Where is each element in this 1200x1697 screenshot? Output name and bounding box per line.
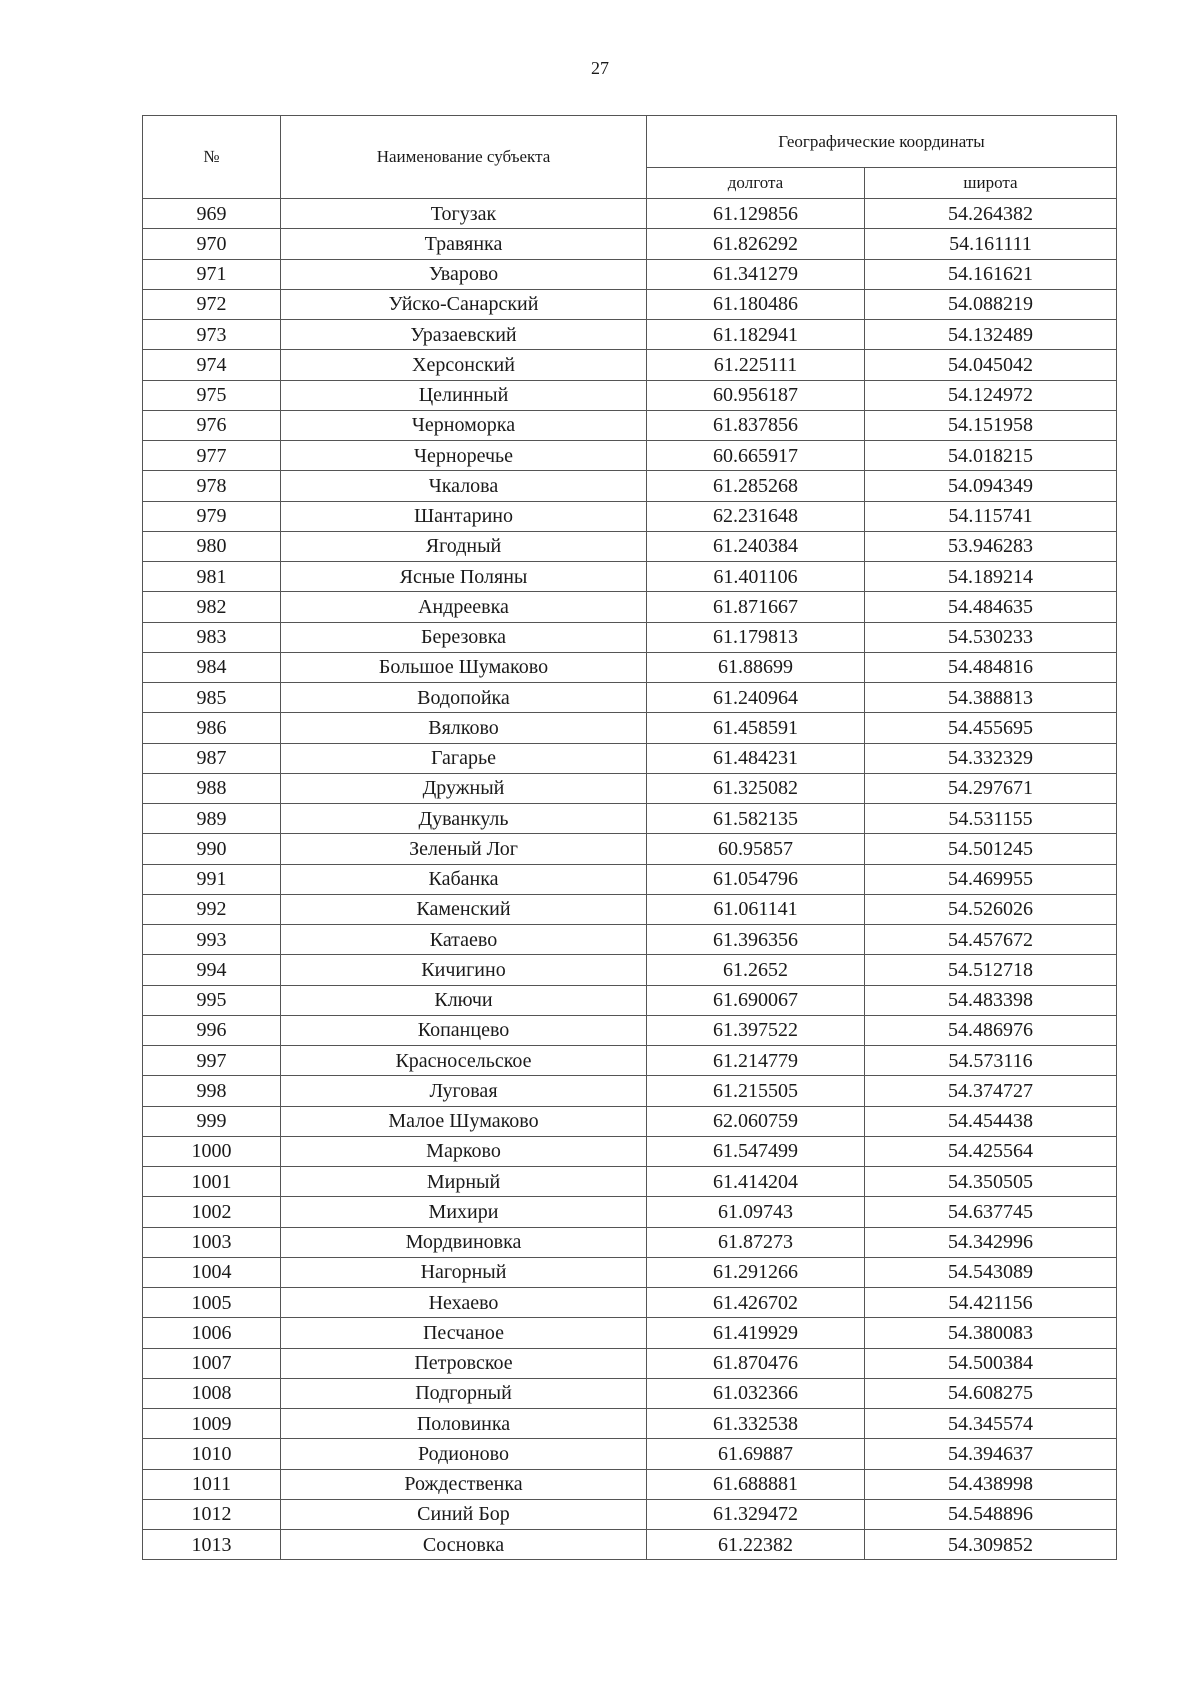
cell-latitude: 53.946283 bbox=[865, 531, 1117, 561]
cell-longitude: 61.397522 bbox=[647, 1015, 865, 1045]
cell-latitude: 54.421156 bbox=[865, 1288, 1117, 1318]
cell-latitude: 54.438998 bbox=[865, 1469, 1117, 1499]
cell-longitude: 61.87273 bbox=[647, 1227, 865, 1257]
cell-subject-name: Малое Шумаково bbox=[281, 1106, 647, 1136]
cell-latitude: 54.380083 bbox=[865, 1318, 1117, 1348]
table-row bbox=[143, 925, 1117, 955]
cell-subject-name: Подгорный bbox=[281, 1378, 647, 1408]
cell-number: 992 bbox=[143, 894, 281, 924]
cell-number: 980 bbox=[143, 531, 281, 561]
cell-number: 996 bbox=[143, 1015, 281, 1045]
table-row bbox=[143, 1106, 1117, 1136]
cell-longitude: 61.325082 bbox=[647, 773, 865, 803]
cell-latitude: 54.455695 bbox=[865, 713, 1117, 743]
table-row bbox=[143, 834, 1117, 864]
table-row bbox=[143, 289, 1117, 319]
cell-latitude: 54.531155 bbox=[865, 804, 1117, 834]
cell-longitude: 61.329472 bbox=[647, 1499, 865, 1529]
table-row bbox=[143, 1257, 1117, 1287]
cell-number: 991 bbox=[143, 864, 281, 894]
cell-longitude: 61.414204 bbox=[647, 1167, 865, 1197]
cell-longitude: 61.426702 bbox=[647, 1288, 865, 1318]
cell-subject-name: Уйско-Санарский bbox=[281, 289, 647, 319]
cell-subject-name: Михири bbox=[281, 1197, 647, 1227]
cell-latitude: 54.484635 bbox=[865, 592, 1117, 622]
table-body bbox=[143, 199, 1117, 1560]
cell-number: 1001 bbox=[143, 1167, 281, 1197]
cell-number: 972 bbox=[143, 289, 281, 319]
cell-subject-name: Тогузак bbox=[281, 199, 647, 229]
table-row bbox=[143, 804, 1117, 834]
table-row bbox=[143, 683, 1117, 713]
table-row bbox=[143, 652, 1117, 682]
cell-number: 973 bbox=[143, 320, 281, 350]
table-row bbox=[143, 713, 1117, 743]
cell-number: 1013 bbox=[143, 1530, 281, 1560]
table-row bbox=[143, 380, 1117, 410]
cell-longitude: 60.665917 bbox=[647, 441, 865, 471]
table-row bbox=[143, 1015, 1117, 1045]
cell-number: 979 bbox=[143, 501, 281, 531]
table-row bbox=[143, 531, 1117, 561]
table-row bbox=[143, 229, 1117, 259]
table-row bbox=[143, 985, 1117, 1015]
cell-longitude: 61.285268 bbox=[647, 471, 865, 501]
cell-subject-name: Дружный bbox=[281, 773, 647, 803]
cell-subject-name: Каменский bbox=[281, 894, 647, 924]
cell-latitude: 54.189214 bbox=[865, 562, 1117, 592]
cell-number: 990 bbox=[143, 834, 281, 864]
cell-number: 974 bbox=[143, 350, 281, 380]
cell-longitude: 61.180486 bbox=[647, 289, 865, 319]
table-row bbox=[143, 955, 1117, 985]
cell-longitude: 61.341279 bbox=[647, 259, 865, 289]
cell-number: 985 bbox=[143, 683, 281, 713]
table-row bbox=[143, 501, 1117, 531]
table-row bbox=[143, 1378, 1117, 1408]
cell-subject-name: Нехаево bbox=[281, 1288, 647, 1318]
table-row bbox=[143, 471, 1117, 501]
coordinates-table bbox=[142, 115, 1117, 1560]
cell-latitude: 54.483398 bbox=[865, 985, 1117, 1015]
table-row bbox=[143, 1530, 1117, 1560]
cell-subject-name: Катаево bbox=[281, 925, 647, 955]
cell-latitude: 54.309852 bbox=[865, 1530, 1117, 1560]
cell-longitude: 61.182941 bbox=[647, 320, 865, 350]
table-row bbox=[143, 320, 1117, 350]
table-row bbox=[143, 1439, 1117, 1469]
cell-subject-name: Половинка bbox=[281, 1409, 647, 1439]
cell-longitude: 61.582135 bbox=[647, 804, 865, 834]
table-row bbox=[143, 350, 1117, 380]
table-row bbox=[143, 773, 1117, 803]
cell-subject-name: Андреевка bbox=[281, 592, 647, 622]
cell-number: 970 bbox=[143, 229, 281, 259]
cell-latitude: 54.394637 bbox=[865, 1439, 1117, 1469]
cell-number: 1000 bbox=[143, 1136, 281, 1166]
cell-subject-name: Луговая bbox=[281, 1076, 647, 1106]
table-row bbox=[143, 562, 1117, 592]
cell-longitude: 61.458591 bbox=[647, 713, 865, 743]
header-subject-name: Наименование субъекта bbox=[281, 116, 647, 199]
table-row bbox=[143, 894, 1117, 924]
cell-number: 981 bbox=[143, 562, 281, 592]
cell-number: 1009 bbox=[143, 1409, 281, 1439]
cell-latitude: 54.457672 bbox=[865, 925, 1117, 955]
cell-latitude: 54.543089 bbox=[865, 1257, 1117, 1287]
cell-subject-name: Березовка bbox=[281, 622, 647, 652]
table-row bbox=[143, 199, 1117, 229]
cell-subject-name: Дуванкуль bbox=[281, 804, 647, 834]
cell-subject-name: Водопойка bbox=[281, 683, 647, 713]
cell-subject-name: Черноморка bbox=[281, 410, 647, 440]
cell-subject-name: Травянка bbox=[281, 229, 647, 259]
cell-latitude: 54.132489 bbox=[865, 320, 1117, 350]
cell-subject-name: Синий Бор bbox=[281, 1499, 647, 1529]
cell-number: 987 bbox=[143, 743, 281, 773]
cell-number: 982 bbox=[143, 592, 281, 622]
table-row bbox=[143, 1227, 1117, 1257]
cell-latitude: 54.573116 bbox=[865, 1046, 1117, 1076]
cell-subject-name: Целинный bbox=[281, 380, 647, 410]
cell-number: 999 bbox=[143, 1106, 281, 1136]
table-row bbox=[143, 1046, 1117, 1076]
cell-latitude: 54.526026 bbox=[865, 894, 1117, 924]
cell-longitude: 61.054796 bbox=[647, 864, 865, 894]
table-row bbox=[143, 1197, 1117, 1227]
cell-subject-name: Петровское bbox=[281, 1348, 647, 1378]
cell-latitude: 54.530233 bbox=[865, 622, 1117, 652]
header-number: № bbox=[143, 116, 281, 199]
cell-subject-name: Зеленый Лог bbox=[281, 834, 647, 864]
cell-latitude: 54.486976 bbox=[865, 1015, 1117, 1045]
cell-subject-name: Сосновка bbox=[281, 1530, 647, 1560]
header-latitude: широта bbox=[865, 168, 1117, 199]
table-header bbox=[143, 116, 1117, 199]
cell-latitude: 54.425564 bbox=[865, 1136, 1117, 1166]
cell-number: 977 bbox=[143, 441, 281, 471]
cell-latitude: 54.484816 bbox=[865, 652, 1117, 682]
cell-number: 986 bbox=[143, 713, 281, 743]
cell-latitude: 54.115741 bbox=[865, 501, 1117, 531]
cell-number: 1011 bbox=[143, 1469, 281, 1499]
table-row bbox=[143, 1348, 1117, 1378]
cell-latitude: 54.297671 bbox=[865, 773, 1117, 803]
cell-longitude: 61.69887 bbox=[647, 1439, 865, 1469]
cell-longitude: 61.215505 bbox=[647, 1076, 865, 1106]
cell-subject-name: Чкалова bbox=[281, 471, 647, 501]
cell-longitude: 61.484231 bbox=[647, 743, 865, 773]
cell-number: 1006 bbox=[143, 1318, 281, 1348]
cell-longitude: 61.870476 bbox=[647, 1348, 865, 1378]
cell-longitude: 61.22382 bbox=[647, 1530, 865, 1560]
cell-latitude: 54.454438 bbox=[865, 1106, 1117, 1136]
cell-number: 969 bbox=[143, 199, 281, 229]
cell-latitude: 54.608275 bbox=[865, 1378, 1117, 1408]
cell-subject-name: Кичигино bbox=[281, 955, 647, 985]
cell-latitude: 54.088219 bbox=[865, 289, 1117, 319]
cell-number: 988 bbox=[143, 773, 281, 803]
cell-subject-name: Мордвиновка bbox=[281, 1227, 647, 1257]
cell-longitude: 61.032366 bbox=[647, 1378, 865, 1408]
table-row bbox=[143, 259, 1117, 289]
table-row bbox=[143, 1318, 1117, 1348]
cell-latitude: 54.350505 bbox=[865, 1167, 1117, 1197]
cell-longitude: 61.179813 bbox=[647, 622, 865, 652]
cell-latitude: 54.374727 bbox=[865, 1076, 1117, 1106]
cell-longitude: 61.88699 bbox=[647, 652, 865, 682]
cell-longitude: 61.419929 bbox=[647, 1318, 865, 1348]
cell-latitude: 54.161621 bbox=[865, 259, 1117, 289]
cell-subject-name: Марково bbox=[281, 1136, 647, 1166]
cell-subject-name: Песчаное bbox=[281, 1318, 647, 1348]
cell-latitude: 54.124972 bbox=[865, 380, 1117, 410]
cell-latitude: 54.548896 bbox=[865, 1499, 1117, 1529]
cell-number: 994 bbox=[143, 955, 281, 985]
cell-subject-name: Уварово bbox=[281, 259, 647, 289]
cell-longitude: 61.291266 bbox=[647, 1257, 865, 1287]
table-row bbox=[143, 1076, 1117, 1106]
cell-latitude: 54.501245 bbox=[865, 834, 1117, 864]
cell-number: 989 bbox=[143, 804, 281, 834]
cell-longitude: 61.129856 bbox=[647, 199, 865, 229]
cell-number: 1002 bbox=[143, 1197, 281, 1227]
table-row bbox=[143, 1136, 1117, 1166]
cell-latitude: 54.637745 bbox=[865, 1197, 1117, 1227]
cell-number: 997 bbox=[143, 1046, 281, 1076]
cell-latitude: 54.469955 bbox=[865, 864, 1117, 894]
cell-subject-name: Рождественка bbox=[281, 1469, 647, 1499]
cell-longitude: 61.240964 bbox=[647, 683, 865, 713]
cell-subject-name: Ягодный bbox=[281, 531, 647, 561]
table-row bbox=[143, 743, 1117, 773]
cell-subject-name: Херсонский bbox=[281, 350, 647, 380]
cell-longitude: 61.547499 bbox=[647, 1136, 865, 1166]
cell-longitude: 61.401106 bbox=[647, 562, 865, 592]
cell-subject-name: Черноречье bbox=[281, 441, 647, 471]
cell-latitude: 54.094349 bbox=[865, 471, 1117, 501]
cell-number: 1008 bbox=[143, 1378, 281, 1408]
cell-latitude: 54.345574 bbox=[865, 1409, 1117, 1439]
table-row bbox=[143, 622, 1117, 652]
cell-longitude: 61.214779 bbox=[647, 1046, 865, 1076]
cell-longitude: 61.690067 bbox=[647, 985, 865, 1015]
cell-number: 975 bbox=[143, 380, 281, 410]
table-row bbox=[143, 1499, 1117, 1529]
table-row bbox=[143, 1469, 1117, 1499]
cell-longitude: 61.240384 bbox=[647, 531, 865, 561]
cell-latitude: 54.500384 bbox=[865, 1348, 1117, 1378]
cell-subject-name: Нагорный bbox=[281, 1257, 647, 1287]
header-row bbox=[143, 116, 1117, 168]
cell-longitude: 61.688881 bbox=[647, 1469, 865, 1499]
cell-number: 978 bbox=[143, 471, 281, 501]
cell-longitude: 61.837856 bbox=[647, 410, 865, 440]
cell-longitude: 61.332538 bbox=[647, 1409, 865, 1439]
cell-longitude: 61.2652 bbox=[647, 955, 865, 985]
cell-subject-name: Вялково bbox=[281, 713, 647, 743]
cell-subject-name: Копанцево bbox=[281, 1015, 647, 1045]
cell-number: 984 bbox=[143, 652, 281, 682]
cell-latitude: 54.161111 bbox=[865, 229, 1117, 259]
cell-subject-name: Мирный bbox=[281, 1167, 647, 1197]
cell-latitude: 54.342996 bbox=[865, 1227, 1117, 1257]
header-longitude: долгота bbox=[647, 168, 865, 199]
table-row bbox=[143, 1288, 1117, 1318]
cell-longitude: 60.95857 bbox=[647, 834, 865, 864]
cell-latitude: 54.332329 bbox=[865, 743, 1117, 773]
cell-subject-name: Большое Шумаково bbox=[281, 652, 647, 682]
cell-latitude: 54.045042 bbox=[865, 350, 1117, 380]
table-row bbox=[143, 441, 1117, 471]
cell-number: 1003 bbox=[143, 1227, 281, 1257]
cell-subject-name: Гагарье bbox=[281, 743, 647, 773]
cell-number: 995 bbox=[143, 985, 281, 1015]
cell-subject-name: Родионово bbox=[281, 1439, 647, 1469]
table-row bbox=[143, 592, 1117, 622]
cell-number: 1004 bbox=[143, 1257, 281, 1287]
cell-number: 1007 bbox=[143, 1348, 281, 1378]
cell-subject-name: Красносельское bbox=[281, 1046, 647, 1076]
cell-longitude: 61.09743 bbox=[647, 1197, 865, 1227]
page-number: 27 bbox=[591, 58, 609, 78]
cell-longitude: 60.956187 bbox=[647, 380, 865, 410]
cell-subject-name: Ключи bbox=[281, 985, 647, 1015]
cell-longitude: 61.225111 bbox=[647, 350, 865, 380]
cell-longitude: 61.396356 bbox=[647, 925, 865, 955]
table-row bbox=[143, 1167, 1117, 1197]
cell-longitude: 61.871667 bbox=[647, 592, 865, 622]
table-row bbox=[143, 864, 1117, 894]
cell-number: 993 bbox=[143, 925, 281, 955]
cell-number: 1005 bbox=[143, 1288, 281, 1318]
cell-number: 983 bbox=[143, 622, 281, 652]
cell-subject-name: Ясные Поляны bbox=[281, 562, 647, 592]
cell-latitude: 54.512718 bbox=[865, 955, 1117, 985]
cell-latitude: 54.388813 bbox=[865, 683, 1117, 713]
cell-number: 998 bbox=[143, 1076, 281, 1106]
cell-longitude: 61.826292 bbox=[647, 229, 865, 259]
cell-subject-name: Шантарино bbox=[281, 501, 647, 531]
cell-latitude: 54.151958 bbox=[865, 410, 1117, 440]
table-row bbox=[143, 1409, 1117, 1439]
cell-latitude: 54.018215 bbox=[865, 441, 1117, 471]
cell-longitude: 62.060759 bbox=[647, 1106, 865, 1136]
cell-number: 971 bbox=[143, 259, 281, 289]
cell-number: 976 bbox=[143, 410, 281, 440]
cell-longitude: 62.231648 bbox=[647, 501, 865, 531]
cell-number: 1012 bbox=[143, 1499, 281, 1529]
header-geo-coordinates: Географические координаты bbox=[647, 116, 1117, 168]
cell-latitude: 54.264382 bbox=[865, 199, 1117, 229]
cell-subject-name: Уразаевский bbox=[281, 320, 647, 350]
cell-longitude: 61.061141 bbox=[647, 894, 865, 924]
cell-number: 1010 bbox=[143, 1439, 281, 1469]
cell-subject-name: Кабанка bbox=[281, 864, 647, 894]
table-row bbox=[143, 410, 1117, 440]
